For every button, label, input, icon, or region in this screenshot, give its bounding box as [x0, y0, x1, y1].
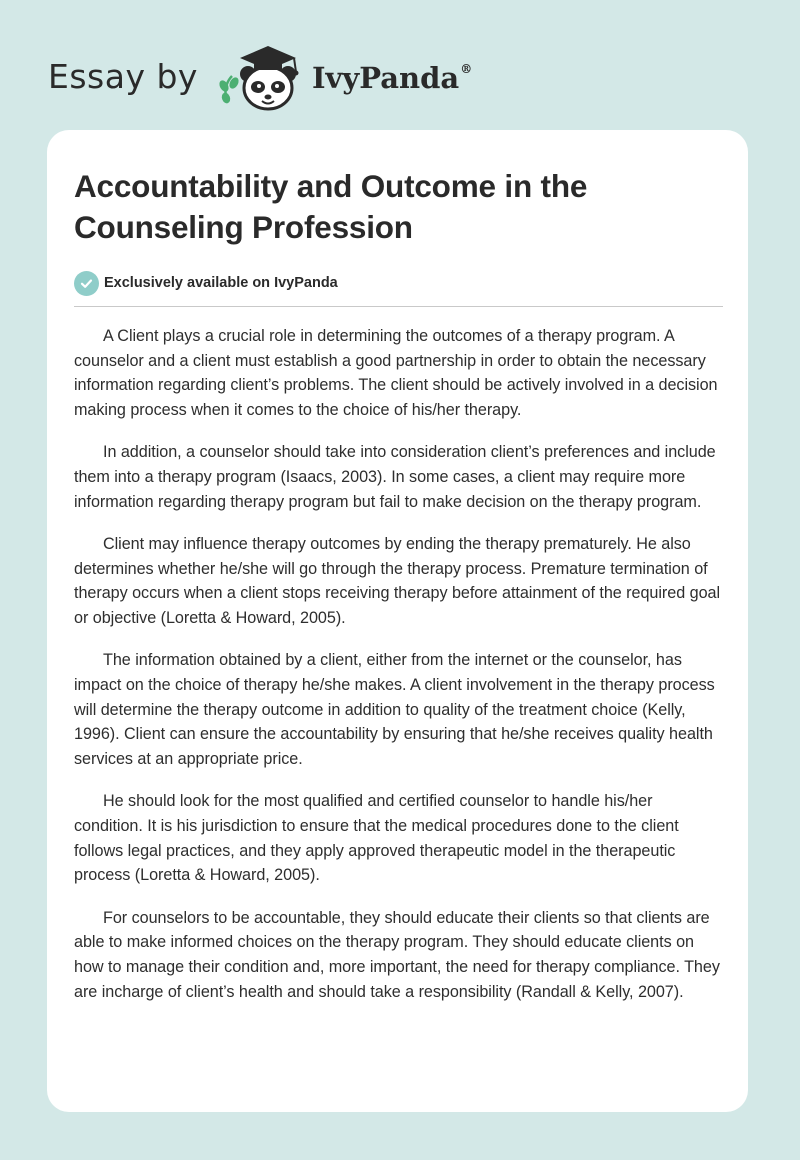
essay-paragraph: For counselors to be accountable, they should educate their clients so that clients are able to make informed choices on the therapy program. They should educate clients on how to manage their condition and, more important, the need for therapy compliance. They are incharge of client’s health and should take a responsibility (Randall & Kelly, 2007). — [74, 908, 720, 1001]
essay-title: Accountability and Outcome in the Counseling Profession — [74, 168, 588, 245]
essay-body — [74, 324, 721, 1004]
exclusive-label: Exclusively available on IvyPanda — [104, 275, 338, 291]
essay-paragraph: He should look for the most qualified and certified counselor to handle his/her condition. It is his jurisdiction to ensure that the medical procedures done to the client follows legal practices, and they apply approved therapeutic model in the therapeutic process (Loretta & Howard, 2005). — [74, 792, 679, 885]
brand-name: IvyPanda® — [311, 61, 473, 95]
panda-graduate-logo-icon — [216, 36, 308, 112]
essay-paragraph: Client may influence therapy outcomes by ending the therapy prematurely. He also determines whether he/she will go through the therapy process. Premature termination of therapy occurs when a client stops receiving therapy before attainment of the required goal or objective (Loretta & Howard, 2005). — [74, 534, 721, 628]
exclusive-badge — [74, 270, 721, 296]
essay-paragraph: A Client plays a crucial role in determining the outcomes of a therapy program. A counselor and a client must establish a good partnership in order to obtain the necessary information regarding client’s problems. The client should be actively involved in a decision making process when it comes to the choice of his/her therapy. — [74, 327, 718, 420]
essay-paragraph: In addition, a counselor should take into consideration client’s preferences and include them into a therapy program (Isaacs, 2003). In some cases, a client may require more information regarding therapy program but fail to make decision on the therapy program. — [74, 443, 716, 511]
registered-mark: ® — [460, 62, 473, 77]
essay-card — [47, 130, 748, 1112]
check-icon — [74, 271, 99, 296]
essay-paragraph: The information obtained by a client, either from the internet or the counselor, has impact on the choice of therapy he/she makes. A client involvement in the therapy process will determine the therapy outcome in addition to quality of the treatment choice (Kelly, 1996). Client can ensure the accountability by ensuring that he/she receives quality health services at an appropriate price. — [74, 651, 715, 769]
title-divider — [74, 306, 723, 307]
site-brand[interactable] — [48, 34, 472, 114]
brand-prefix: Essay by — [48, 56, 198, 96]
